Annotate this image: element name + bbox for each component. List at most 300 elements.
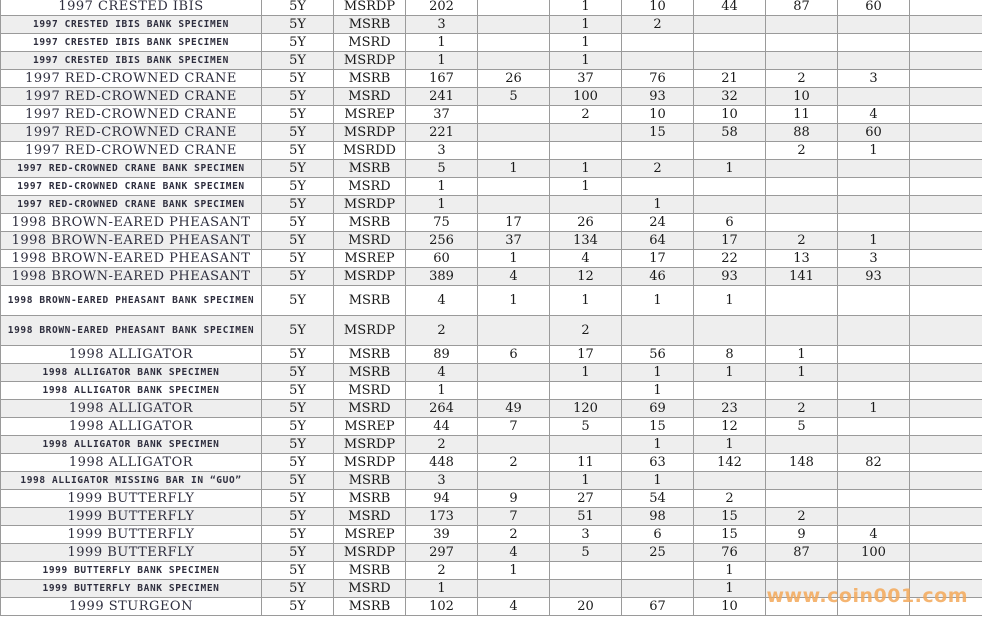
grade-count-cell[interactable]: 1 xyxy=(550,52,622,70)
grade-count-cell[interactable]: 69 xyxy=(622,400,694,418)
grade-count-cell[interactable] xyxy=(910,508,982,526)
grade-count-cell[interactable] xyxy=(910,490,982,508)
grade-count-cell[interactable] xyxy=(478,382,550,400)
coin-name-cell[interactable]: 1998 ALLIGATOR xyxy=(1,346,262,364)
grade-count-cell[interactable] xyxy=(550,436,622,454)
coin-name-cell[interactable]: 1997 CRESTED IBIS BANK SPECIMEN xyxy=(1,34,262,52)
term-cell[interactable]: 5Y xyxy=(262,400,334,418)
grade-count-cell[interactable]: 5 xyxy=(550,418,622,436)
term-cell[interactable]: 5Y xyxy=(262,598,334,616)
grade-count-cell[interactable] xyxy=(766,178,838,196)
grade-count-cell[interactable]: 1 xyxy=(478,250,550,268)
total-count-cell[interactable]: 173 xyxy=(406,508,478,526)
grade-count-cell[interactable]: 37 xyxy=(550,70,622,88)
grade-type-cell[interactable]: MSREP xyxy=(334,526,406,544)
grade-count-cell[interactable]: 60 xyxy=(838,124,910,142)
coin-name-cell[interactable]: 1997 RED-CROWNED CRANE xyxy=(1,106,262,124)
coin-name-cell[interactable]: 1998 ALLIGATOR BANK SPECIMEN xyxy=(1,436,262,454)
coin-name-cell[interactable]: 1999 BUTTERFLY xyxy=(1,508,262,526)
coin-name-cell[interactable]: 1997 RED-CROWNED CRANE xyxy=(1,88,262,106)
total-count-cell[interactable]: 44 xyxy=(406,418,478,436)
grade-count-cell[interactable] xyxy=(910,88,982,106)
coin-name-cell[interactable]: 1999 BUTTERFLY xyxy=(1,490,262,508)
grade-count-cell[interactable] xyxy=(766,316,838,346)
total-count-cell[interactable]: 2 xyxy=(406,316,478,346)
coin-name-cell[interactable]: 1997 RED-CROWNED CRANE BANK SPECIMEN xyxy=(1,178,262,196)
grade-count-cell[interactable]: 4 xyxy=(838,106,910,124)
grade-count-cell[interactable] xyxy=(910,142,982,160)
coin-name-cell[interactable]: 1999 BUTTERFLY xyxy=(1,544,262,562)
grade-count-cell[interactable] xyxy=(550,580,622,598)
grade-type-cell[interactable]: MSRDP xyxy=(334,52,406,70)
grade-type-cell[interactable]: MSRDP xyxy=(334,124,406,142)
grade-count-cell[interactable] xyxy=(910,70,982,88)
grade-count-cell[interactable] xyxy=(910,178,982,196)
coin-name-cell[interactable]: 1997 RED-CROWNED CRANE BANK SPECIMEN xyxy=(1,196,262,214)
grade-count-cell[interactable] xyxy=(766,16,838,34)
grade-count-cell[interactable] xyxy=(694,196,766,214)
grade-count-cell[interactable]: 76 xyxy=(694,544,766,562)
total-count-cell[interactable]: 221 xyxy=(406,124,478,142)
coin-name-cell[interactable]: 1998 BROWN-EARED PHEASANT BANK SPECIMEN xyxy=(1,286,262,316)
total-count-cell[interactable]: 389 xyxy=(406,268,478,286)
grade-count-cell[interactable]: 4 xyxy=(550,250,622,268)
grade-count-cell[interactable] xyxy=(838,178,910,196)
grade-count-cell[interactable]: 82 xyxy=(838,454,910,472)
grade-count-cell[interactable]: 49 xyxy=(478,400,550,418)
term-cell[interactable]: 5Y xyxy=(262,106,334,124)
term-cell[interactable]: 5Y xyxy=(262,580,334,598)
grade-count-cell[interactable] xyxy=(910,526,982,544)
term-cell[interactable]: 5Y xyxy=(262,454,334,472)
grade-count-cell[interactable] xyxy=(910,52,982,70)
grade-type-cell[interactable]: MSRD xyxy=(334,34,406,52)
grade-count-cell[interactable] xyxy=(478,472,550,490)
grade-type-cell[interactable]: MSRDP xyxy=(334,0,406,16)
grade-count-cell[interactable]: 3 xyxy=(550,526,622,544)
coin-name-cell[interactable]: 1998 ALLIGATOR xyxy=(1,454,262,472)
grade-count-cell[interactable]: 1 xyxy=(622,472,694,490)
grade-count-cell[interactable] xyxy=(910,472,982,490)
total-count-cell[interactable]: 89 xyxy=(406,346,478,364)
grade-count-cell[interactable]: 32 xyxy=(694,88,766,106)
grade-type-cell[interactable]: MSREP xyxy=(334,250,406,268)
grade-count-cell[interactable]: 26 xyxy=(550,214,622,232)
grade-count-cell[interactable] xyxy=(694,52,766,70)
grade-count-cell[interactable]: 64 xyxy=(622,232,694,250)
grade-count-cell[interactable]: 5 xyxy=(766,418,838,436)
grade-count-cell[interactable]: 17 xyxy=(550,346,622,364)
total-count-cell[interactable]: 297 xyxy=(406,544,478,562)
grade-type-cell[interactable]: MSRDP xyxy=(334,268,406,286)
grade-count-cell[interactable] xyxy=(478,436,550,454)
grade-count-cell[interactable]: 10 xyxy=(694,106,766,124)
total-count-cell[interactable]: 75 xyxy=(406,214,478,232)
grade-count-cell[interactable]: 2 xyxy=(478,526,550,544)
grade-count-cell[interactable]: 4 xyxy=(838,526,910,544)
term-cell[interactable]: 5Y xyxy=(262,526,334,544)
grade-count-cell[interactable] xyxy=(694,472,766,490)
grade-count-cell[interactable]: 60 xyxy=(838,0,910,16)
coin-name-cell[interactable]: 1998 BROWN-EARED PHEASANT xyxy=(1,232,262,250)
grade-count-cell[interactable] xyxy=(694,178,766,196)
grade-count-cell[interactable]: 5 xyxy=(478,88,550,106)
grade-count-cell[interactable]: 76 xyxy=(622,70,694,88)
grade-count-cell[interactable] xyxy=(838,436,910,454)
term-cell[interactable]: 5Y xyxy=(262,364,334,382)
coin-name-cell[interactable]: 1997 RED-CROWNED CRANE BANK SPECIMEN xyxy=(1,160,262,178)
grade-count-cell[interactable] xyxy=(910,160,982,178)
grade-count-cell[interactable]: 100 xyxy=(838,544,910,562)
coin-name-cell[interactable]: 1997 CRESTED IBIS BANK SPECIMEN xyxy=(1,52,262,70)
term-cell[interactable]: 5Y xyxy=(262,346,334,364)
grade-count-cell[interactable]: 24 xyxy=(622,214,694,232)
grade-count-cell[interactable] xyxy=(622,316,694,346)
grade-count-cell[interactable]: 1 xyxy=(478,562,550,580)
grade-count-cell[interactable] xyxy=(766,382,838,400)
grade-count-cell[interactable] xyxy=(838,490,910,508)
term-cell[interactable]: 5Y xyxy=(262,232,334,250)
grade-count-cell[interactable]: 5 xyxy=(550,544,622,562)
grade-count-cell[interactable] xyxy=(766,472,838,490)
grade-count-cell[interactable] xyxy=(910,454,982,472)
grade-count-cell[interactable]: 2 xyxy=(694,490,766,508)
grade-count-cell[interactable] xyxy=(622,142,694,160)
grade-count-cell[interactable]: 11 xyxy=(766,106,838,124)
grade-count-cell[interactable]: 1 xyxy=(838,232,910,250)
grade-count-cell[interactable]: 148 xyxy=(766,454,838,472)
grade-count-cell[interactable] xyxy=(550,562,622,580)
grade-count-cell[interactable]: 15 xyxy=(694,508,766,526)
grade-count-cell[interactable]: 1 xyxy=(550,16,622,34)
grade-count-cell[interactable] xyxy=(622,34,694,52)
grade-count-cell[interactable]: 141 xyxy=(766,268,838,286)
coin-name-cell[interactable]: 1998 BROWN-EARED PHEASANT xyxy=(1,250,262,268)
grade-count-cell[interactable]: 2 xyxy=(478,454,550,472)
total-count-cell[interactable]: 241 xyxy=(406,88,478,106)
grade-count-cell[interactable]: 1 xyxy=(622,436,694,454)
total-count-cell[interactable]: 264 xyxy=(406,400,478,418)
coin-name-cell[interactable]: 1998 ALLIGATOR MISSING BAR IN “GUO” xyxy=(1,472,262,490)
grade-count-cell[interactable] xyxy=(622,52,694,70)
term-cell[interactable]: 5Y xyxy=(262,382,334,400)
grade-type-cell[interactable]: MSRB xyxy=(334,160,406,178)
term-cell[interactable]: 5Y xyxy=(262,508,334,526)
grade-count-cell[interactable]: 63 xyxy=(622,454,694,472)
grade-count-cell[interactable]: 1 xyxy=(694,160,766,178)
grade-count-cell[interactable] xyxy=(838,160,910,178)
grade-count-cell[interactable] xyxy=(838,196,910,214)
grade-type-cell[interactable]: MSRDP xyxy=(334,196,406,214)
coin-name-cell[interactable]: 1998 ALLIGATOR BANK SPECIMEN xyxy=(1,364,262,382)
grade-count-cell[interactable]: 25 xyxy=(622,544,694,562)
grade-count-cell[interactable]: 10 xyxy=(622,0,694,16)
grade-type-cell[interactable]: MSRB xyxy=(334,16,406,34)
grade-count-cell[interactable]: 100 xyxy=(550,88,622,106)
grade-count-cell[interactable]: 93 xyxy=(694,268,766,286)
grade-count-cell[interactable]: 4 xyxy=(478,544,550,562)
grade-count-cell[interactable]: 87 xyxy=(766,544,838,562)
grade-count-cell[interactable]: 10 xyxy=(622,106,694,124)
grade-count-cell[interactable] xyxy=(838,472,910,490)
grade-count-cell[interactable] xyxy=(478,196,550,214)
grade-count-cell[interactable] xyxy=(910,562,982,580)
grade-type-cell[interactable]: MSRDD xyxy=(334,142,406,160)
grade-count-cell[interactable]: 37 xyxy=(478,232,550,250)
coin-name-cell[interactable]: 1998 BROWN-EARED PHEASANT xyxy=(1,214,262,232)
grade-count-cell[interactable] xyxy=(838,214,910,232)
grade-count-cell[interactable]: 7 xyxy=(478,418,550,436)
term-cell[interactable]: 5Y xyxy=(262,178,334,196)
grade-type-cell[interactable]: MSRB xyxy=(334,346,406,364)
grade-type-cell[interactable]: MSREP xyxy=(334,106,406,124)
grade-count-cell[interactable]: 2 xyxy=(766,400,838,418)
grade-count-cell[interactable]: 87 xyxy=(766,0,838,16)
grade-count-cell[interactable] xyxy=(910,0,982,16)
grade-count-cell[interactable]: 2 xyxy=(622,160,694,178)
grade-type-cell[interactable]: MSREP xyxy=(334,418,406,436)
term-cell[interactable]: 5Y xyxy=(262,436,334,454)
grade-count-cell[interactable] xyxy=(622,562,694,580)
grade-count-cell[interactable]: 142 xyxy=(694,454,766,472)
grade-count-cell[interactable]: 1 xyxy=(694,286,766,316)
grade-count-cell[interactable] xyxy=(838,16,910,34)
grade-count-cell[interactable] xyxy=(910,232,982,250)
total-count-cell[interactable]: 1 xyxy=(406,580,478,598)
grade-count-cell[interactable] xyxy=(766,52,838,70)
grade-count-cell[interactable]: 1 xyxy=(550,0,622,16)
grade-count-cell[interactable]: 1 xyxy=(550,472,622,490)
grade-count-cell[interactable]: 1 xyxy=(550,34,622,52)
grade-count-cell[interactable]: 56 xyxy=(622,346,694,364)
grade-count-cell[interactable]: 15 xyxy=(694,526,766,544)
grade-type-cell[interactable]: MSRB xyxy=(334,364,406,382)
coin-name-cell[interactable]: 1998 BROWN-EARED PHEASANT xyxy=(1,268,262,286)
grade-type-cell[interactable]: MSRB xyxy=(334,70,406,88)
grade-count-cell[interactable]: 1 xyxy=(694,562,766,580)
grade-count-cell[interactable] xyxy=(766,214,838,232)
grade-count-cell[interactable]: 67 xyxy=(622,598,694,616)
term-cell[interactable]: 5Y xyxy=(262,88,334,106)
grade-count-cell[interactable] xyxy=(694,316,766,346)
grade-count-cell[interactable]: 51 xyxy=(550,508,622,526)
grade-type-cell[interactable]: MSRB xyxy=(334,490,406,508)
coin-name-cell[interactable]: 1998 ALLIGATOR xyxy=(1,418,262,436)
grade-count-cell[interactable]: 22 xyxy=(694,250,766,268)
grade-count-cell[interactable]: 1 xyxy=(550,364,622,382)
grade-count-cell[interactable]: 15 xyxy=(622,124,694,142)
grade-count-cell[interactable] xyxy=(694,34,766,52)
grade-count-cell[interactable]: 1 xyxy=(838,142,910,160)
grade-count-cell[interactable] xyxy=(478,316,550,346)
grade-count-cell[interactable] xyxy=(910,16,982,34)
grade-count-cell[interactable] xyxy=(910,106,982,124)
total-count-cell[interactable]: 39 xyxy=(406,526,478,544)
grade-count-cell[interactable] xyxy=(478,124,550,142)
grade-type-cell[interactable]: MSRD xyxy=(334,178,406,196)
coin-name-cell[interactable]: 1997 RED-CROWNED CRANE xyxy=(1,142,262,160)
grade-count-cell[interactable]: 98 xyxy=(622,508,694,526)
grade-type-cell[interactable]: MSRB xyxy=(334,214,406,232)
grade-count-cell[interactable]: 6 xyxy=(622,526,694,544)
term-cell[interactable]: 5Y xyxy=(262,124,334,142)
total-count-cell[interactable]: 3 xyxy=(406,16,478,34)
grade-count-cell[interactable]: 13 xyxy=(766,250,838,268)
grade-count-cell[interactable] xyxy=(910,196,982,214)
grade-count-cell[interactable]: 10 xyxy=(766,88,838,106)
grade-count-cell[interactable]: 1 xyxy=(622,364,694,382)
grade-count-cell[interactable]: 23 xyxy=(694,400,766,418)
term-cell[interactable]: 5Y xyxy=(262,418,334,436)
grade-type-cell[interactable]: MSRDP xyxy=(334,544,406,562)
grade-count-cell[interactable]: 1 xyxy=(622,196,694,214)
term-cell[interactable]: 5Y xyxy=(262,0,334,16)
grade-count-cell[interactable] xyxy=(910,346,982,364)
grade-count-cell[interactable]: 9 xyxy=(478,490,550,508)
total-count-cell[interactable]: 1 xyxy=(406,196,478,214)
grade-count-cell[interactable] xyxy=(766,490,838,508)
grade-count-cell[interactable]: 3 xyxy=(838,70,910,88)
grade-count-cell[interactable] xyxy=(550,196,622,214)
term-cell[interactable]: 5Y xyxy=(262,214,334,232)
grade-count-cell[interactable] xyxy=(478,106,550,124)
grade-type-cell[interactable]: MSRD xyxy=(334,232,406,250)
grade-count-cell[interactable] xyxy=(910,124,982,142)
term-cell[interactable]: 5Y xyxy=(262,268,334,286)
grade-count-cell[interactable]: 88 xyxy=(766,124,838,142)
grade-count-cell[interactable] xyxy=(550,124,622,142)
grade-count-cell[interactable]: 20 xyxy=(550,598,622,616)
coin-name-cell[interactable]: 1997 CRESTED IBIS BANK SPECIMEN xyxy=(1,16,262,34)
total-count-cell[interactable]: 448 xyxy=(406,454,478,472)
grade-count-cell[interactable]: 7 xyxy=(478,508,550,526)
grade-count-cell[interactable]: 17 xyxy=(478,214,550,232)
grade-count-cell[interactable] xyxy=(910,400,982,418)
total-count-cell[interactable]: 256 xyxy=(406,232,478,250)
grade-count-cell[interactable]: 2 xyxy=(766,508,838,526)
grade-count-cell[interactable]: 54 xyxy=(622,490,694,508)
grade-count-cell[interactable] xyxy=(478,142,550,160)
grade-count-cell[interactable]: 1 xyxy=(766,364,838,382)
total-count-cell[interactable]: 94 xyxy=(406,490,478,508)
grade-count-cell[interactable] xyxy=(838,316,910,346)
grade-count-cell[interactable]: 17 xyxy=(694,232,766,250)
grade-count-cell[interactable]: 11 xyxy=(550,454,622,472)
grade-count-cell[interactable] xyxy=(478,16,550,34)
grade-count-cell[interactable] xyxy=(478,52,550,70)
grade-count-cell[interactable] xyxy=(838,286,910,316)
total-count-cell[interactable]: 2 xyxy=(406,562,478,580)
grade-count-cell[interactable] xyxy=(910,418,982,436)
grade-count-cell[interactable]: 1 xyxy=(478,160,550,178)
grade-count-cell[interactable] xyxy=(838,346,910,364)
grade-count-cell[interactable]: 3 xyxy=(838,250,910,268)
grade-count-cell[interactable] xyxy=(766,196,838,214)
grade-type-cell[interactable]: MSRDP xyxy=(334,316,406,346)
grade-count-cell[interactable]: 2 xyxy=(766,70,838,88)
coin-name-cell[interactable]: 1998 ALLIGATOR BANK SPECIMEN xyxy=(1,382,262,400)
grade-count-cell[interactable]: 10 xyxy=(694,598,766,616)
grade-count-cell[interactable]: 9 xyxy=(766,526,838,544)
grade-count-cell[interactable]: 1 xyxy=(622,382,694,400)
grade-count-cell[interactable]: 1 xyxy=(550,160,622,178)
grade-count-cell[interactable]: 1 xyxy=(694,580,766,598)
grade-type-cell[interactable]: MSRB xyxy=(334,472,406,490)
grade-count-cell[interactable] xyxy=(910,268,982,286)
total-count-cell[interactable]: 2 xyxy=(406,436,478,454)
grade-type-cell[interactable]: MSRD xyxy=(334,400,406,418)
term-cell[interactable]: 5Y xyxy=(262,16,334,34)
grade-count-cell[interactable]: 1 xyxy=(838,400,910,418)
term-cell[interactable]: 5Y xyxy=(262,34,334,52)
term-cell[interactable]: 5Y xyxy=(262,562,334,580)
grade-count-cell[interactable]: 2 xyxy=(766,142,838,160)
grade-type-cell[interactable]: MSRD xyxy=(334,580,406,598)
term-cell[interactable]: 5Y xyxy=(262,286,334,316)
total-count-cell[interactable]: 1 xyxy=(406,178,478,196)
grade-count-cell[interactable] xyxy=(910,34,982,52)
grade-type-cell[interactable]: MSRD xyxy=(334,508,406,526)
total-count-cell[interactable]: 3 xyxy=(406,472,478,490)
total-count-cell[interactable]: 37 xyxy=(406,106,478,124)
grade-count-cell[interactable] xyxy=(478,34,550,52)
term-cell[interactable]: 5Y xyxy=(262,142,334,160)
grade-count-cell[interactable]: 12 xyxy=(550,268,622,286)
grade-count-cell[interactable]: 12 xyxy=(694,418,766,436)
grade-type-cell[interactable]: MSRB xyxy=(334,598,406,616)
grade-count-cell[interactable] xyxy=(910,544,982,562)
grade-count-cell[interactable]: 44 xyxy=(694,0,766,16)
grade-count-cell[interactable] xyxy=(766,34,838,52)
grade-count-cell[interactable]: 2 xyxy=(550,106,622,124)
grade-count-cell[interactable] xyxy=(766,436,838,454)
grade-count-cell[interactable] xyxy=(694,382,766,400)
grade-count-cell[interactable]: 2 xyxy=(550,316,622,346)
grade-count-cell[interactable]: 17 xyxy=(622,250,694,268)
grade-type-cell[interactable]: MSRDP xyxy=(334,454,406,472)
total-count-cell[interactable]: 4 xyxy=(406,364,478,382)
grade-count-cell[interactable] xyxy=(694,142,766,160)
grade-count-cell[interactable]: 120 xyxy=(550,400,622,418)
grade-count-cell[interactable]: 26 xyxy=(478,70,550,88)
total-count-cell[interactable]: 202 xyxy=(406,0,478,16)
grade-count-cell[interactable] xyxy=(910,316,982,346)
term-cell[interactable]: 5Y xyxy=(262,160,334,178)
grade-count-cell[interactable]: 6 xyxy=(478,346,550,364)
total-count-cell[interactable]: 167 xyxy=(406,70,478,88)
grade-count-cell[interactable]: 4 xyxy=(478,598,550,616)
grade-count-cell[interactable] xyxy=(478,0,550,16)
grade-count-cell[interactable] xyxy=(910,286,982,316)
coin-name-cell[interactable]: 1999 BUTTERFLY BANK SPECIMEN xyxy=(1,580,262,598)
grade-count-cell[interactable] xyxy=(766,160,838,178)
grade-count-cell[interactable]: 58 xyxy=(694,124,766,142)
grade-count-cell[interactable]: 8 xyxy=(694,346,766,364)
grade-count-cell[interactable] xyxy=(838,364,910,382)
grade-count-cell[interactable]: 93 xyxy=(622,88,694,106)
grade-count-cell[interactable]: 27 xyxy=(550,490,622,508)
term-cell[interactable]: 5Y xyxy=(262,544,334,562)
term-cell[interactable]: 5Y xyxy=(262,250,334,268)
total-count-cell[interactable]: 1 xyxy=(406,52,478,70)
grade-type-cell[interactable]: MSRDP xyxy=(334,436,406,454)
grade-count-cell[interactable] xyxy=(478,580,550,598)
coin-name-cell[interactable]: 1997 RED-CROWNED CRANE xyxy=(1,70,262,88)
grade-count-cell[interactable] xyxy=(766,562,838,580)
grade-count-cell[interactable] xyxy=(838,88,910,106)
grade-count-cell[interactable] xyxy=(478,178,550,196)
coin-name-cell[interactable]: 1999 BUTTERFLY xyxy=(1,526,262,544)
